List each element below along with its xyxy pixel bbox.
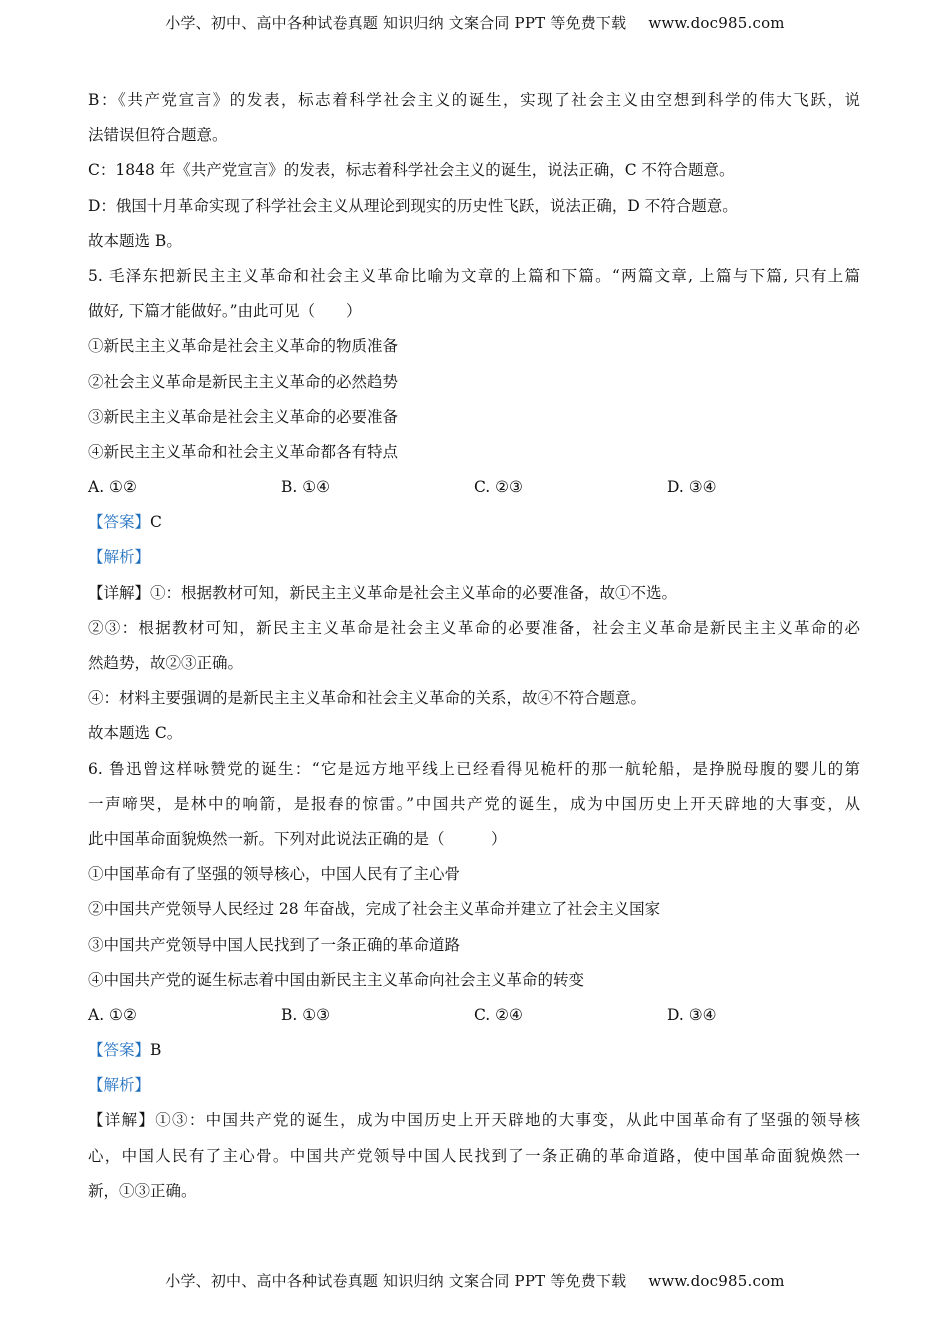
q5-option-a: A. ①② xyxy=(88,478,137,497)
q6-option-b: B. ①③ xyxy=(281,1005,331,1024)
q5-detail-line: 然趋势，故②③正确。 xyxy=(88,654,244,672)
detail-text: ①③：中国共产党的诞生，成为中国历史上开天辟地的大事变，从此中国革命有了坚强的领导核 xyxy=(155,1111,860,1130)
q6-analysis xyxy=(88,1073,860,1108)
q5-item: ①新民主主义革命是社会主义革命的物质准备 xyxy=(88,337,399,356)
q6-option-a: A. ①② xyxy=(88,1005,137,1024)
q6-item: ④中国共产党的诞生标志着中国由新民主主义革命向社会主义革命的转变 xyxy=(88,970,585,989)
prev-conclusion: 故本题选 B。 xyxy=(88,231,182,250)
page-footer xyxy=(0,1270,950,1291)
prev-option-d-line: D：俄国十月革命实现了科学社会主义从理论到现实的历史性飞跃，说法正确，D 不符合题意。 xyxy=(88,196,738,215)
page-header xyxy=(0,12,950,33)
q6-option-c: C. ②④ xyxy=(474,1005,523,1024)
q5-detail-line: ②③：根据教材可知，新民主主义革命是社会主义革命的必要准备，社会主义革命是新民主主义革命的必 xyxy=(88,618,860,637)
q6-item: ③中国共产党领导中国人民找到了一条正确的革命道路 xyxy=(88,935,461,954)
q6-option-d: D. ③④ xyxy=(667,1005,717,1024)
q5-stem: 5. 毛泽东把新民主主义革命和社会主义革命比喻为文章的上篇和下篇。“两篇文章, 上篇与下篇, 只有上篇 xyxy=(88,266,860,285)
q5-conclusion: 故本题选 C。 xyxy=(88,724,183,743)
q5-options xyxy=(88,475,860,510)
footer-text: 小学、初中、高中各种试卷真题 知识归纳 文案合同 PPT 等免费下载 xyxy=(165,1272,627,1290)
answer-tag: 【答案】 xyxy=(88,513,151,532)
detail-tag: 【详解】 xyxy=(88,583,151,602)
answer-value: B xyxy=(150,1041,162,1060)
q6-stem: 6. 鲁迅曾这样咏赞党的诞生：“它是远方地平线上已经看得见桅杆的那一航轮船，是挣脱母腹的婴儿的第 xyxy=(88,759,860,778)
q5-option-d: D. ③④ xyxy=(667,478,717,497)
q5-answer xyxy=(88,510,860,545)
q5-option-c: C. ②③ xyxy=(474,478,523,497)
q6-item: ①中国革命有了坚强的领导核心，中国人民有了主心骨 xyxy=(88,865,461,884)
footer-site-link[interactable]: www.doc985.com xyxy=(648,1272,785,1290)
q5-stem: 做好, 下篇才能做好。”由此可见（ ） xyxy=(88,302,362,321)
q5-detail-line xyxy=(88,581,860,616)
q6-options xyxy=(88,1003,860,1038)
prev-option-b-line: B：《共产党宣言》的发表，标志着科学社会主义的诞生，实现了社会主义由空想到科学的伟大飞跃，说 xyxy=(88,91,860,109)
answer-tag: 【答案】 xyxy=(88,1041,151,1060)
document-body xyxy=(88,88,860,1214)
q5-item: ④新民主主义革命和社会主义革命都各有特点 xyxy=(88,442,399,461)
detail-tag: 【详解】 xyxy=(88,1111,156,1130)
q5-analysis xyxy=(88,545,860,580)
q6-item: ②中国共产党领导人民经过 28 年奋战，完成了社会主义革命并建立了社会主义国家 xyxy=(88,900,661,919)
detail-text: ①：根据教材可知，新民主主义革命是社会主义革命的必要准备，故①不选。 xyxy=(150,583,678,602)
analysis-tag: 【解析】 xyxy=(88,548,151,567)
prev-option-b-line: 法错误但符合题意。 xyxy=(88,126,228,145)
q6-answer xyxy=(88,1038,860,1073)
q6-detail-line xyxy=(88,1108,860,1143)
q6-detail-line: 新，①③正确。 xyxy=(88,1181,197,1200)
answer-value: C xyxy=(150,513,162,532)
q5-item: ③新民主主义革命是社会主义革命的必要准备 xyxy=(88,407,399,426)
prev-option-c-line: C：1848 年《共产党宣言》的发表，标志着科学社会主义的诞生，说法正确，C 不符合题意。 xyxy=(88,161,735,180)
analysis-tag: 【解析】 xyxy=(88,1076,151,1095)
q6-stem: 一声啼哭，是林中的响箭，是报春的惊雷。”中国共产党的诞生，成为中国历史上开天辟地的大事变，从 xyxy=(88,794,860,813)
q5-option-b: B. ①④ xyxy=(281,478,331,497)
q6-detail-line: 心，中国人民有了主心骨。中国共产党领导中国人民找到了一条正确的革命道路，使中国革命面貌焕然一 xyxy=(88,1146,860,1165)
header-site-link[interactable]: www.doc985.com xyxy=(648,14,785,32)
q5-detail-line: ④：材料主要强调的是新民主主义革命和社会主义革命的关系，故④不符合题意。 xyxy=(88,689,647,708)
header-text: 小学、初中、高中各种试卷真题 知识归纳 文案合同 PPT 等免费下载 xyxy=(165,14,627,32)
q5-item: ②社会主义革命是新民主主义革命的必然趋势 xyxy=(88,372,399,391)
q6-stem: 此中国革命面貌焕然一新。下列对此说法正确的是（ ） xyxy=(88,829,507,848)
